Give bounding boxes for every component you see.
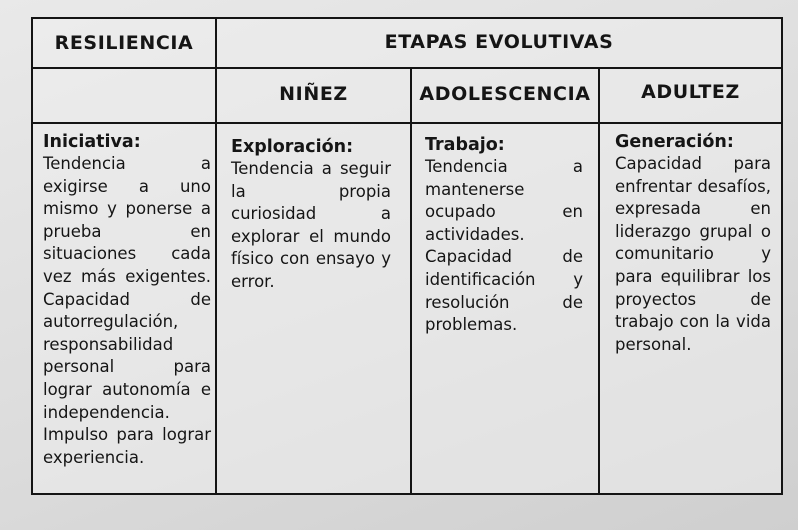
- header-etapas-evolutivas: ETAPAS EVOLUTIVAS: [384, 31, 614, 53]
- row-divider-stages: [33, 122, 781, 124]
- cell-iniciativa: [43, 131, 211, 469]
- stage-adolescencia: ADOLESCENCIA: [419, 83, 591, 105]
- term-iniciativa: Iniciativa:: [43, 132, 141, 152]
- definition-exploracion: Tendencia a seguir la propia curiosidad a explorar el mundo físico con ensayo y error.: [231, 159, 391, 291]
- definition-generacion: Capacidad para enfrentar desafíos, expresada en liderazgo grupal o comunitario y para equilibrar los proyectos de trabajo con la vida personal.: [615, 154, 771, 354]
- cell-trabajo: [425, 134, 583, 337]
- term-generacion: Generación:: [615, 132, 734, 152]
- stage-adultez: ADULTEZ: [641, 81, 740, 103]
- term-exploracion: Exploración:: [231, 137, 354, 157]
- stage-ninez: NIÑEZ: [279, 83, 348, 105]
- cell-exploracion: [231, 136, 391, 294]
- resilience-table: [31, 17, 783, 495]
- row-divider-header: [33, 67, 781, 69]
- header-resiliencia: RESILIENCIA: [54, 32, 194, 54]
- cell-generacion: [615, 131, 771, 356]
- term-trabajo: Trabajo:: [425, 135, 505, 155]
- definition-iniciativa: Tendencia a exigirse a uno mismo y ponerse a prueba en situaciones cada vez más exigentes. Capacidad de autorregulación, responsabilidad personal para lograr autonomía e independencia. Impulso para lograr experiencia.: [43, 154, 211, 467]
- column-divider-2: [410, 69, 412, 493]
- column-divider-3: [598, 69, 600, 493]
- definition-trabajo: Tendencia a mantenerse ocupado en actividades. Capacidad de identificación y resolución de problemas.: [425, 157, 583, 335]
